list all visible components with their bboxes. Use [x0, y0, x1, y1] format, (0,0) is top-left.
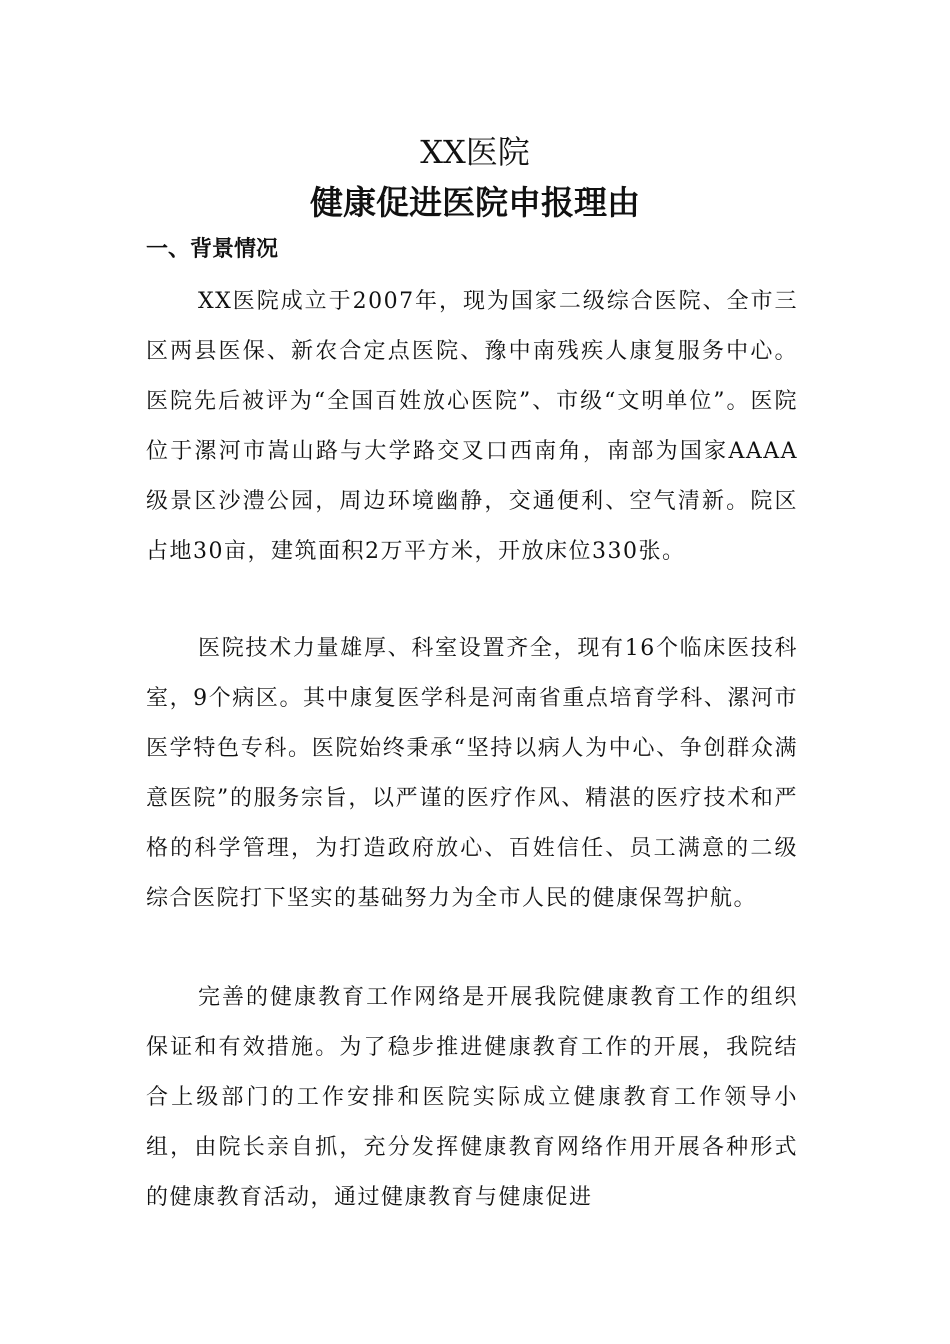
paragraph-health-education: 完善的健康教育工作网络是开展我院健康教育工作的组织保证和有效措施。为了稳步推进健康教育工作的开展，我院结合上级部门的工作安排和医院实际成立健康教育工作领导小组，由院长亲自抓，充分发挥健康教育网络作用开展各种形式的健康教育活动，通过健康教育与健康促进: [146, 985, 798, 1210]
section-heading: 一、背景情况: [146, 237, 279, 262]
paragraph-background: XX医院成立于2007年，现为国家二级综合医院、全市三区两县医保、新农合定点医院、豫中南残疾人康复服务中心。医院先后被评为“全国百姓放心医院”、市级“文明单位”。医院位于漯河市嵩山路与大学路交叉口西南角，南部为国家AAAA级景区沙澧公园，周边环境幽静，交通便利、空气清新。院区占地30亩，建筑面积2万平方米，开放床位330张。: [146, 289, 798, 564]
paragraph-technical-strength: 医院技术力量雄厚、科室设置齐全，现有16个临床医技科室，9个病区。其中康复医学科是河南省重点培育学科、漯河市医学特色专科。医院始终秉承“坚持以病人为中心、争创群众满意医院”的服务宗旨，以严谨的医疗作风、精湛的医疗技术和严格的科学管理，为打造政府放心、百姓信任、员工满意的二级综合医院打下坚实的基础努力为全市人民的健康保驾护航。: [146, 636, 798, 911]
document-title-hospital: XX医院: [420, 133, 530, 171]
document-title-main: 健康促进医院申报理由: [310, 183, 640, 222]
